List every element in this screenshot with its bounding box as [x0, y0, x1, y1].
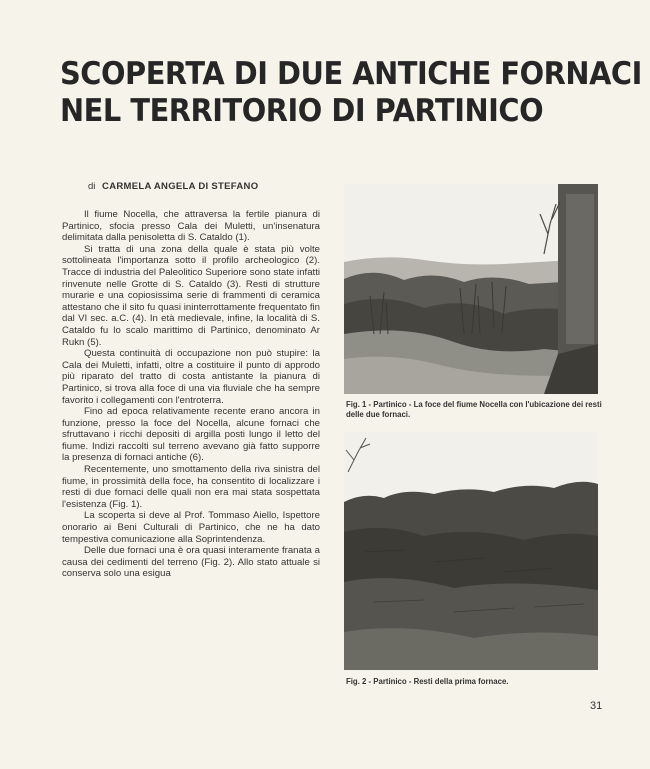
paragraph: Questa continuità di occupazione non può stupire: la Cala dei Muletti, infatti, oltre a costituire il punto di approdo più riparato del tratto di costa antistante la pianura di Partinico, si trova alla foce di una via fluviale che ha sempre favorito i collegamenti con l'entroterra.: [62, 348, 320, 406]
kiln-remains-photo: [344, 432, 598, 670]
author-name: CARMELA ANGELA DI STEFANO: [102, 181, 259, 192]
paragraph: Recentemente, uno smottamento della riva sinistra del fiume, in prossimità della foce, ha consentito di localizzare i resti di due fornaci delle quali non era mai stata sospettata l'esistenza (Fig. 1).: [62, 464, 320, 510]
paragraph: Si tratta di una zona della quale è stata più volte sottolineata l'importanza sotto il profilo archeologico (2). Tracce di industria del Paleolitico Superiore sono state infatti rinvenute nelle Grotte di S. Cataldo (3). Resti di strutture murarie e una copiosissima serie di frammenti di ceramica attestano che il sito fu quasi ininterrottamente frequentato fin dal VI sec. a.C. (4). In età medievale, infine, la località di S. Cataldo fu lo scalo marittimo di Partinico, denominato Ar Rukn (5).: [62, 243, 320, 348]
paragraph: Delle due fornaci una è ora quasi interamente franata a causa dei cedimenti del terreno (Fig. 2). Allo stato attuale si conserva solo una esigua: [62, 545, 320, 580]
title-line-2: NEL TERRITORIO DI PARTINICO: [60, 93, 544, 129]
paragraph: La scoperta si deve al Prof. Tommaso Aiello, Ispettore onorario ai Beni Culturali di Partinico, che ne ha dato tempestiva comunicazione alla Soprintendenza.: [62, 510, 320, 545]
title-line-1: SCOPERTA DI DUE ANTICHE FORNACI: [60, 56, 642, 92]
figure-1-photo: [344, 184, 598, 394]
paragraph: Fino ad epoca relativamente recente erano ancora in funzione, presso la foce del Nocella, alcune fornaci che sfruttavano i ricchi depositi di argilla posti lungo il letto del fiume. Indizi raccolti sul terreno avevano già fatto supporre la presenza di fornaci antiche (6).: [62, 406, 320, 464]
page-number: 31: [590, 700, 603, 712]
paragraph: Il fiume Nocella, che attraversa la fertile pianura di Partinico, sfocia presso Cala dei Muletti, un'insenatura delimitata dalla penisoletta di S. Cataldo (1).: [62, 209, 320, 244]
figure-2-caption: Fig. 2 - Partinico - Resti della prima fornace.: [346, 677, 509, 686]
byline-prefix: di: [88, 181, 96, 192]
figure-2-photo: [344, 432, 598, 670]
river-mouth-photo: [344, 184, 598, 394]
figure-1-caption: Fig. 1 - Partinico - La foce del fiume Nocella con l'ubicazione dei resti delle due fornaci.: [346, 400, 602, 419]
article-title: [60, 56, 642, 130]
body-text: [62, 209, 320, 580]
byline: [88, 181, 258, 192]
